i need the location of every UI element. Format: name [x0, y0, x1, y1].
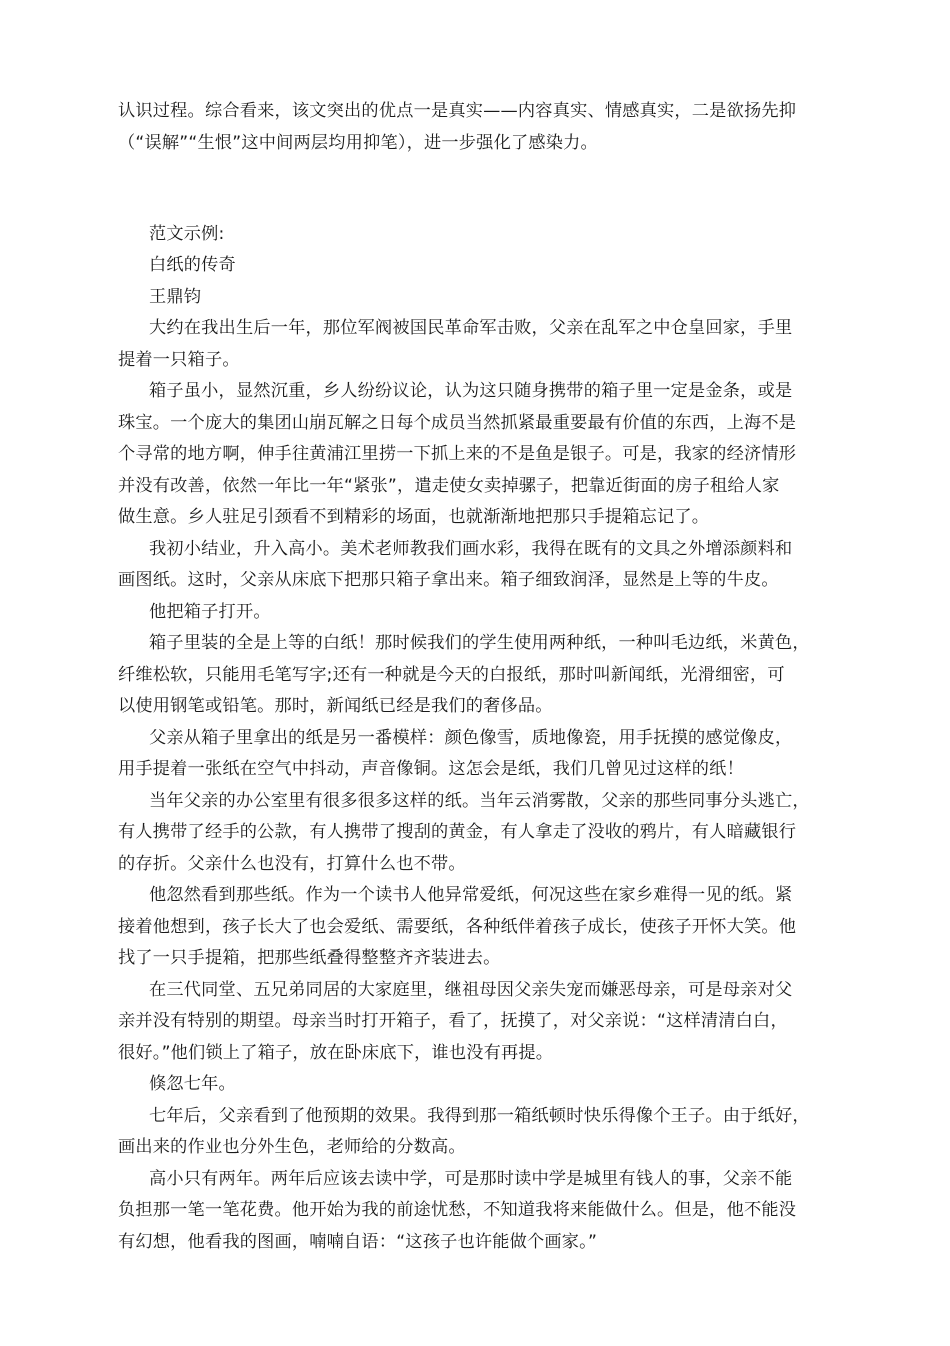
paragraph-line: 做生意。乡人驻足引颈看不到精彩的场面，也就渐渐地把那只手提箱忘记了。	[118, 507, 710, 527]
blank-line	[118, 187, 830, 219]
essay-paragraph	[118, 628, 830, 723]
paragraph-line: 亲并没有特别的期望。母亲当时打开箱子，看了，抚摸了，对父亲说：“这样清清白白，	[118, 1011, 788, 1031]
paragraph-line: 很好。”他们锁上了箱子，放在卧床底下，谁也没有再提。	[118, 1042, 554, 1063]
paragraph-line: 当年父亲的办公室里有很多很多这样的纸。当年云消雾散，父亲的那些同事分头逃亡，	[149, 790, 810, 811]
essay-paragraph	[118, 1164, 830, 1259]
essay-paragraph	[118, 1101, 830, 1164]
paragraph-line: 找了一只手提箱，把那些纸叠得整整齐齐装进去。	[118, 948, 501, 968]
paragraph-line: 负担那一笔一笔花费。他开始为我的前途忧愁，不知道我将来能做什么。但是，他不能没	[118, 1200, 797, 1220]
paragraph-line: 有人携带了经手的公款，有人携带了搜刮的黄金，有人拿走了没收的鸦片，有人暗藏银行	[118, 822, 797, 842]
paragraph-line: 珠宝。一个庞大的集团山崩瓦解之日每个成员当然抓紧最重要最有价值的东西，上海不是	[118, 412, 797, 433]
paragraph-line: 提着一只箱子。	[118, 349, 240, 370]
essay-paragraph	[118, 880, 830, 975]
paragraph-line: 大约在我出生后一年，那位军阀被国民革命军击败，父亲在乱军之中仓皇回家，手里	[149, 318, 793, 338]
paragraph-line: 接着他想到，孩子长大了也会爱纸、需要纸，各种纸伴着孩子成长，使孩子开怀大笑。他	[118, 916, 797, 937]
paragraph-line: 倏忽七年。	[149, 1074, 236, 1094]
paragraph-line: 有幻想，他看我的图画，喃喃自语：“这孩子也许能做个画家。”	[118, 1231, 598, 1252]
intro-line: 认识过程。综合看来，该文突出的优点一是真实——内容真实、情感真实，二是欲扬先抑	[118, 101, 797, 121]
essay-paragraph	[118, 597, 830, 629]
essay-paragraph	[118, 376, 830, 534]
intro-line: （“误解”“生恨”这中间两层均用抑笔），进一步强化了感染力。	[118, 132, 598, 153]
document-page	[118, 96, 830, 1258]
paragraph-line: 我初小结业，升入高小。美术老师教我们画水彩，我得在既有的文具之外增添颜料和	[149, 538, 793, 559]
essay-paragraph	[118, 786, 830, 881]
paragraph-line: 他把箱子打开。	[149, 601, 271, 622]
paragraph-line: 高小只有两年。两年后应该去读中学，可是那时读中学是城里有钱人的事，父亲不能	[149, 1168, 793, 1189]
essay-author: 王鼎钧	[149, 286, 202, 307]
paragraph-line: 箱子里装的全是上等的白纸！那时候我们的学生使用两种纸，一种叫毛边纸，米黄色，	[149, 633, 810, 653]
paragraph-line: 用手提着一张纸在空气中抖动，声音像铜。这怎会是纸，我们几曾见过这样的纸！	[118, 759, 744, 779]
essay-paragraph	[118, 313, 830, 376]
example-label: 范文示例:	[149, 223, 225, 244]
paragraph-line: 纤维松软，只能用毛笔写字;还有一种就是今天的白报纸，那时叫新闻纸，光滑细密，可	[118, 664, 785, 685]
essay-paragraph	[118, 1069, 830, 1101]
paragraph-line: 以使用钢笔或铅笔。那时，新闻纸已经是我们的奢侈品。	[118, 696, 553, 716]
essay-title: 白纸的传奇	[149, 255, 236, 275]
paragraph-line: 并没有改善，依然一年比一年“紧张”，遣走使女卖掉骡子，把靠近街面的房子租给人家	[118, 475, 780, 496]
paragraph-line: 在三代同堂、五兄弟同居的大家庭里，继祖母因父亲失宠而嫌恶母亲，可是母亲对父	[149, 979, 793, 1000]
section-spacer	[118, 159, 830, 187]
paragraph-line: 父亲从箱子里拿出的纸是另一番模样：颜色像雪，质地像瓷，用手抚摸的感觉像皮，	[149, 727, 793, 748]
paragraph-line: 他忽然看到那些纸。作为一个读书人他异常爱纸，何况这些在家乡难得一见的纸。紧	[149, 885, 793, 905]
essay-paragraph	[118, 975, 830, 1070]
paragraph-line: 箱子虽小，显然沉重，乡人纷纷议论，认为这只随身携带的箱子里一定是金条，或是	[149, 381, 793, 401]
paragraph-line: 个寻常的地方啊，伸手往黄浦江里捞一下抓上来的不是鱼是银子。可是，我家的经济情形	[118, 444, 797, 464]
paragraph-line: 的存折。父亲什么也没有，打算什么也不带。	[118, 853, 466, 874]
paragraph-line: 画出来的作业也分外生色，老师给的分数高。	[118, 1137, 466, 1157]
essay-paragraph	[118, 723, 830, 786]
essay-body	[118, 313, 830, 1258]
essay-paragraph	[118, 534, 830, 597]
paragraph-line: 七年后，父亲看到了他预期的效果。我得到那一箱纸顿时快乐得像个王子。由于纸好，	[149, 1105, 810, 1126]
paragraph-line: 画图纸。这时，父亲从床底下把那只箱子拿出来。箱子细致润泽，显然是上等的牛皮。	[118, 570, 779, 590]
